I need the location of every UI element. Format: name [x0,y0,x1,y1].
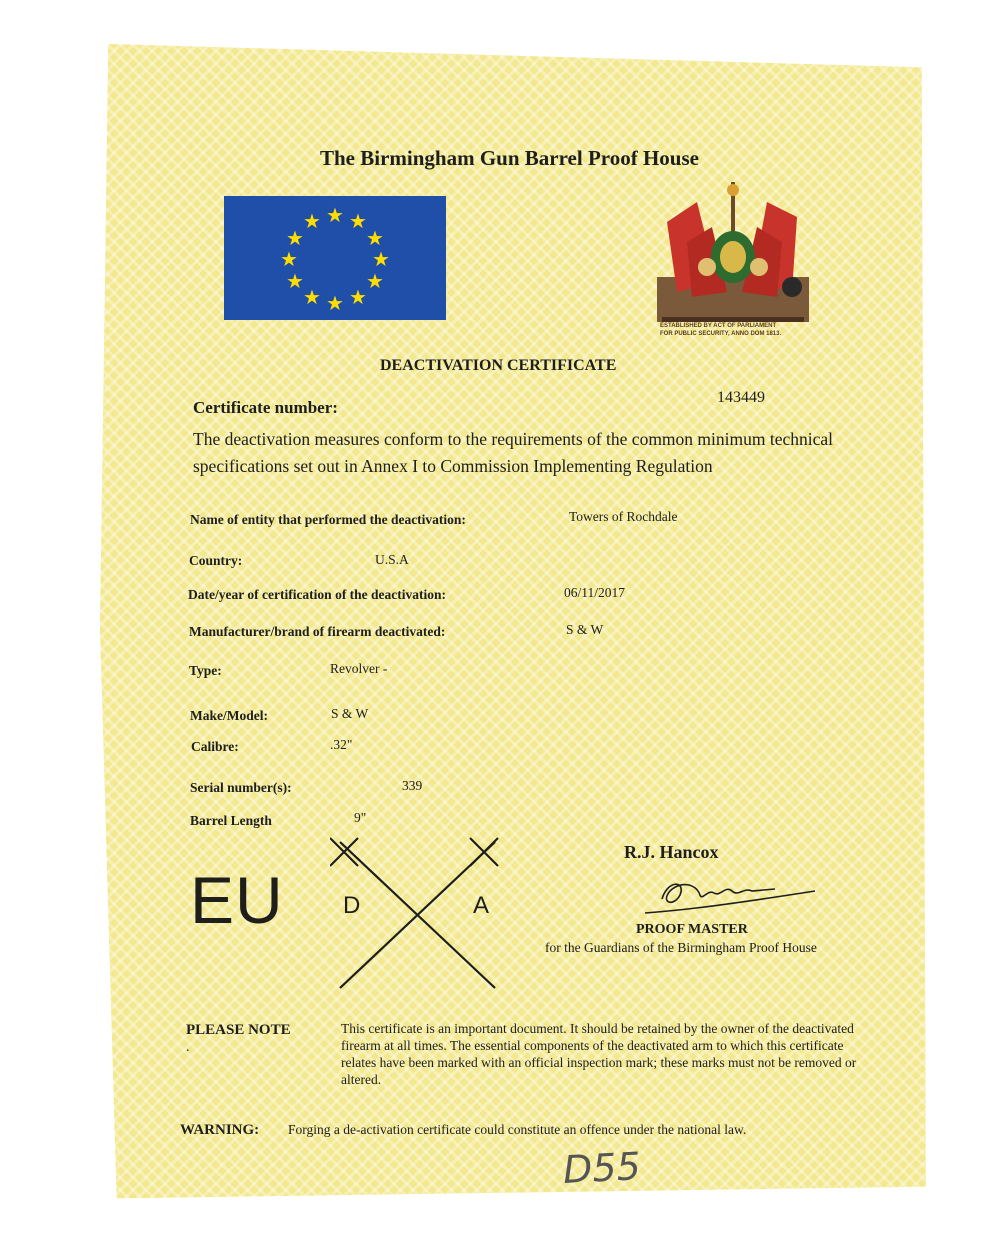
warning-label: WARNING: [180,1122,260,1138]
please-note-label: PLEASE NOTE [186,1022,291,1038]
barrel-length-label: Barrel Length [190,813,272,828]
signature-icon [640,873,820,918]
country-label: Country: [189,553,243,568]
certificate-title: DEACTIVATION CERTIFICATE [380,357,617,374]
certificate-number: 143449 [717,389,765,406]
flag-star-icon: ★ [326,293,344,315]
crest-inscription: ESTABLISHED BY ACT OF PARLIAMENT FOR PUBLIC SECURITY, ANNO DOM 1813. [660,323,782,337]
manufacturer-label: Manufacturer/brand of firearm deactivated: [189,624,446,639]
flag-star-icon: ★ [326,205,344,227]
serial-value: 339 [402,778,423,793]
document-title: The Birmingham Gun Barrel Proof House [320,146,699,170]
entity-label: Name of entity that performed the deactivation: [190,512,466,527]
mark-letter-a: A [473,892,490,919]
date-value: 06/11/2017 [564,585,626,600]
note-dot: . [186,1040,190,1055]
conformity-statement: The deactivation measures conform to the requirements of the common minimum technical specifications set out in Annex I to Commission Implementing Regulation [193,429,834,476]
signatory-role: PROOF MASTER [636,922,748,937]
calibre-label: Calibre: [191,739,239,754]
mark-letter-d: D [343,892,361,919]
type-value: Revolver - [330,661,388,676]
eu-deactivation-mark: EU [190,863,284,937]
please-note-text: This certificate is an important document. It should be retained by the owner of the deactivated firearm at all times. The essential components of the deactivated arm to which this certificate relates have been marked with an official inspection mark; these marks must not be removed or altered. [341,1021,857,1087]
certificate-number-label: Certificate number: [193,398,338,417]
type-label: Type: [189,663,222,678]
make-model-label: Make/Model: [190,708,268,723]
flag-star-icon: ★ [366,228,384,250]
warning-text: Forging a de-activation certificate could constitute an offence under the national law. [288,1122,747,1137]
date-label: Date/year of certification of the deactivation: [188,587,447,602]
flag-star-icon: ★ [286,228,304,250]
signatory-organisation: for the Guardians of the Birmingham Proof House [545,940,817,955]
flag-star-icon: ★ [286,271,304,293]
flag-star-icon: ★ [366,271,384,293]
eu-flag-icon [224,196,446,320]
country-value: U.S.A [375,552,409,567]
flag-star-icon: ★ [349,211,367,233]
make-model-value: S & W [331,706,369,721]
flag-star-icon: ★ [303,287,321,309]
flag-star-icon: ★ [372,249,390,271]
signatory-name: R.J. Hancox [624,842,719,862]
flag-star-icon: ★ [280,249,298,271]
serial-label: Serial number(s): [190,780,292,795]
calibre-value: .32" [330,737,353,752]
flag-star-icon: ★ [303,211,321,233]
manufacturer-value: S & W [566,622,604,637]
coat-of-arms-icon [657,182,809,342]
entity-value: Towers of Rochdale [569,509,678,524]
flag-star-icon: ★ [349,287,367,309]
handwritten-reference: D55 [561,1143,642,1193]
barrel-length-value: 9" [354,810,367,825]
